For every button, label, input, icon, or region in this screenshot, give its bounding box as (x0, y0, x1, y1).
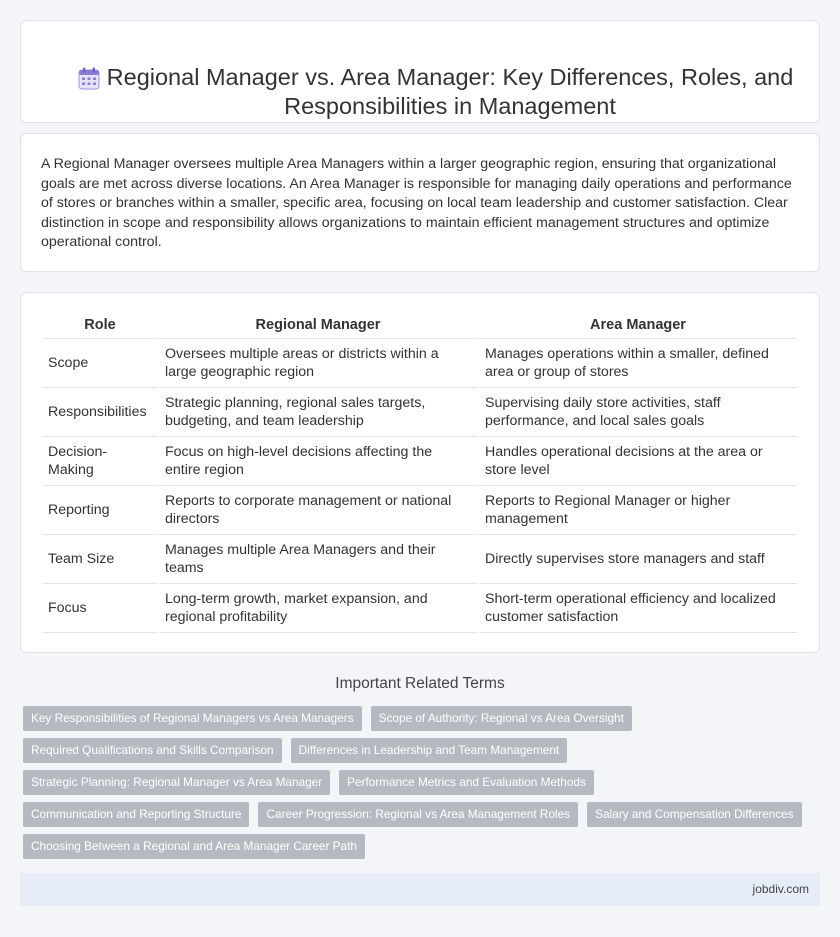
regional-manager-cell: Oversees multiple areas or districts within a large geographic region (158, 338, 478, 387)
tag-row (23, 738, 823, 763)
related-term-tag[interactable]: Required Qualifications and Skills Comparison (23, 738, 282, 763)
column-header-area-manager: Area Manager (478, 311, 798, 338)
area-manager-cell: Reports to Regional Manager or higher management (478, 485, 798, 534)
related-term-tag[interactable]: Choosing Between a Regional and Area Manager Career Path (23, 834, 365, 859)
table-row (42, 338, 798, 387)
regional-manager-cell: Reports to corporate management or national directors (158, 485, 478, 534)
related-term-tag[interactable]: Performance Metrics and Evaluation Methods (339, 770, 594, 795)
related-terms-heading: Important Related Terms (335, 675, 505, 692)
row-role-cell: Scope (42, 338, 158, 387)
tag-row (23, 802, 823, 827)
related-terms-list (23, 706, 823, 866)
page-title: Regional Manager vs. Area Manager: Key Differences, Roles, and Responsibilities in Management (106, 64, 794, 119)
regional-manager-cell: Manages multiple Area Managers and their teams (158, 534, 478, 583)
area-manager-cell: Short-term operational efficiency and localized customer satisfaction (478, 583, 798, 632)
area-manager-cell: Directly supervises store managers and staff (478, 534, 798, 583)
tag-row (23, 706, 823, 731)
area-manager-cell: Handles operational decisions at the area or store level (478, 436, 798, 485)
area-manager-cell: Supervising daily store activities, staff performance, and local sales goals (478, 387, 798, 436)
table-row (42, 534, 798, 583)
intro-paragraph: A Regional Manager oversees multiple Area Managers within a larger geographic region, ensuring that organizational goals are met across diverse locations. An Area Manager is responsible for managing daily operations and performance of stores or branches within a smaller, specific area, focusing on local team leadership and customer satisfaction. Clear distinction in scope and responsibility allows organizations to maintain efficient management structures and optimize operational control. (41, 156, 792, 251)
row-role-cell: Team Size (42, 534, 158, 583)
table-row (42, 485, 798, 534)
column-header-regional-manager: Regional Manager (158, 311, 478, 338)
area-manager-cell: Manages operations within a smaller, defined area or group of stores (478, 338, 798, 387)
row-role-cell: Reporting (42, 485, 158, 534)
row-role-cell: Decision-Making (42, 436, 158, 485)
footer-site-link[interactable]: jobdiv.com (752, 882, 809, 896)
calendar-icon (78, 67, 100, 90)
related-term-tag[interactable]: Salary and Compensation Differences (587, 802, 801, 827)
header-card (20, 20, 820, 123)
footer (20, 873, 820, 906)
table-row (42, 583, 798, 632)
intro-card (20, 133, 820, 272)
column-header-role: Role (42, 311, 158, 338)
table-header-row (42, 311, 798, 338)
tag-row (23, 770, 823, 795)
related-term-tag[interactable]: Career Progression: Regional vs Area Management Roles (258, 802, 578, 827)
tag-row (23, 834, 823, 859)
regional-manager-cell: Focus on high-level decisions affecting the entire region (158, 436, 478, 485)
related-term-tag[interactable]: Key Responsibilities of Regional Managers vs Area Managers (23, 706, 362, 731)
regional-manager-cell: Long-term growth, market expansion, and regional profitability (158, 583, 478, 632)
row-role-cell: Responsibilities (42, 387, 158, 436)
row-role-cell: Focus (42, 583, 158, 632)
table-row (42, 436, 798, 485)
related-term-tag[interactable]: Differences in Leadership and Team Management (291, 738, 568, 763)
related-term-tag[interactable]: Scope of Authority: Regional vs Area Oversight (371, 706, 632, 731)
related-term-tag[interactable]: Communication and Reporting Structure (23, 802, 249, 827)
comparison-table-card (20, 292, 820, 653)
related-term-tag[interactable]: Strategic Planning: Regional Manager vs Area Manager (23, 770, 330, 795)
regional-manager-cell: Strategic planning, regional sales targets, budgeting, and team leadership (158, 387, 478, 436)
table-row (42, 387, 798, 436)
comparison-table (42, 311, 799, 633)
